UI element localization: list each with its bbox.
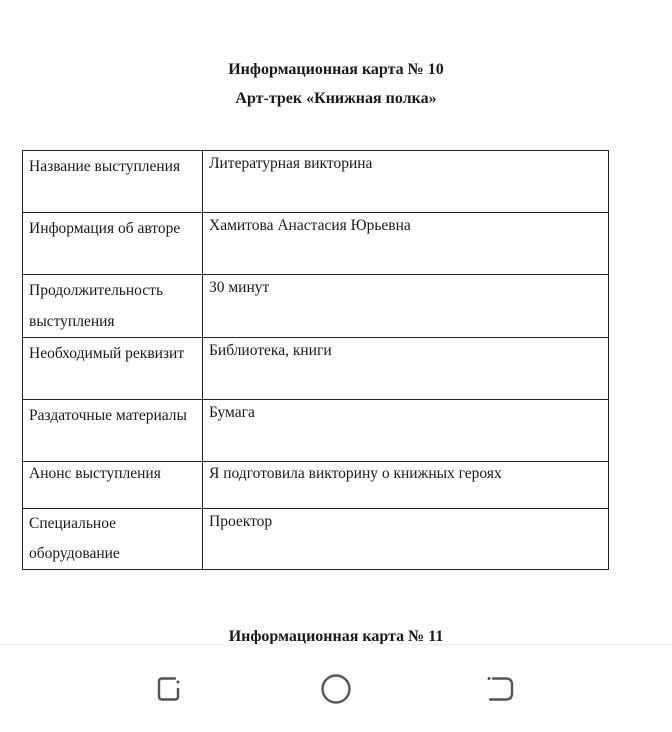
row-value: Проектор	[203, 509, 609, 570]
row-label: Необходимый реквизит	[23, 338, 203, 400]
row-value: Хамитова Анастасия Юрьевна	[203, 213, 609, 275]
table-row	[23, 462, 609, 509]
row-label: Анонс выступления	[23, 462, 203, 509]
recent-apps-icon	[154, 671, 190, 707]
row-label: Раздаточные материалы	[23, 400, 203, 462]
row-label: Специальное оборудование	[23, 509, 203, 570]
back-icon	[482, 671, 518, 707]
row-value: Литературная викторина	[203, 151, 609, 213]
table-row	[23, 509, 609, 570]
row-label: Продолжительность выступления	[23, 275, 203, 338]
table-row	[23, 338, 609, 400]
system-navigation-bar	[0, 644, 672, 732]
home-icon	[318, 671, 354, 707]
row-value: Библиотека, книги	[203, 338, 609, 400]
table-row	[23, 275, 609, 338]
info-card-table	[22, 150, 609, 570]
back-button[interactable]	[482, 671, 518, 707]
row-value: 30 минут	[203, 275, 609, 338]
row-value: Я подготовила викторину о книжных героях	[203, 462, 609, 509]
row-label: Информация об авторе	[23, 213, 203, 275]
row-label: Название выступления	[23, 151, 203, 213]
next-card-title: Информационная карта № 11	[228, 628, 444, 644]
table-row	[23, 400, 609, 462]
table-row	[23, 213, 609, 275]
recent-apps-button[interactable]	[154, 671, 190, 707]
row-value: Бумага	[203, 400, 609, 462]
table-row	[23, 151, 609, 213]
card-title: Информационная карта № 10	[228, 61, 444, 78]
card-subtitle: Арт-трек «Книжная полка»	[235, 90, 437, 107]
home-button[interactable]	[318, 671, 354, 707]
